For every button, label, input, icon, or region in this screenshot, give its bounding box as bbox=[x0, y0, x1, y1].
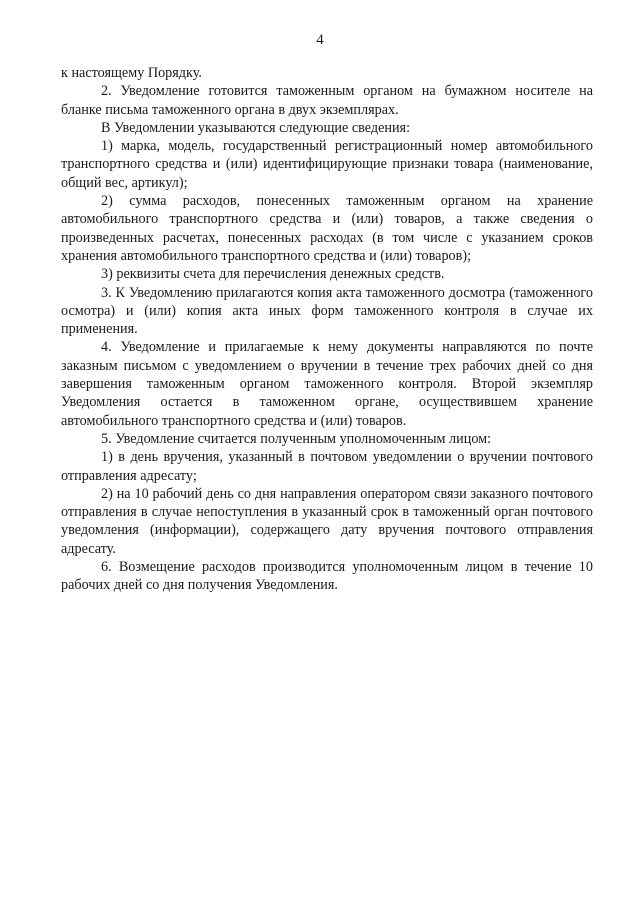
document-body bbox=[61, 64, 593, 595]
paragraph-item-4: 4. Уведомление и прилагаемые к нему документы направляются по почте заказным письмом с уведомлением о вручении в течение трех рабочих дней со дня завершения таможенным органом таможенного контроля. Второй экземпляр Уведомления остается в таможенном органе, осуществившем хранение автомобильного транспортного средства и (или) товаров. bbox=[61, 339, 593, 429]
paragraph-item-5-subitem-1: 1) в день вручения, указанный в почтовом уведомлении о вручении почтового отправления адресату; bbox=[61, 449, 593, 484]
paragraph-item-6: 6. Возмещение расходов производится уполномоченным лицом в течение 10 рабочих дней со дня получения Уведомления. bbox=[61, 559, 593, 594]
paragraph-subitem-1-vehicle: 1) марка, модель, государственный регистрационный номер автомобильного транспортного средства и (или) идентифицирующие признаки товара (наименование, общий вес, артикул); bbox=[61, 138, 593, 191]
paragraph-item-5: 5. Уведомление считается полученным уполномоченным лицом: bbox=[101, 430, 492, 447]
paragraph-notice-contents-intro: В Уведомлении указываются следующие сведения: bbox=[101, 119, 411, 136]
paragraph-item-2: 2. Уведомление готовится таможенным органом на бумажном носителе на бланке письма таможенного органа в двух экземплярах. bbox=[61, 83, 593, 118]
page-number: 4 bbox=[316, 32, 324, 48]
paragraph-continuation: к настоящему Порядку. bbox=[61, 65, 202, 81]
paragraph-item-5-subitem-2: 2) на 10 рабочий день со дня направления оператором связи заказного почтового отправления в случае непоступления в указанный срок в таможенный орган почтового уведомления (информации), содержащего дату вручения почтового отправления адресату. bbox=[61, 485, 593, 557]
paragraph-subitem-2-expenses: 2) сумма расходов, понесенных таможенным органом на хранение автомобильного транспортного средства и (или) товаров, а также сведения о произведенных расчетах, понесенных расходах (в том числе с указанием сроков хранения автомобильного транспортного средства и (или) товаров); bbox=[61, 193, 593, 264]
paragraph-item-3: 3. К Уведомлению прилагаются копия акта таможенного досмотра (таможенного осмотра) и (или) копия акта иных форм таможенного контроля в случае их применения. bbox=[61, 284, 593, 338]
paragraph-subitem-3-account: 3) реквизиты счета для перечисления денежных средств. bbox=[101, 266, 445, 283]
